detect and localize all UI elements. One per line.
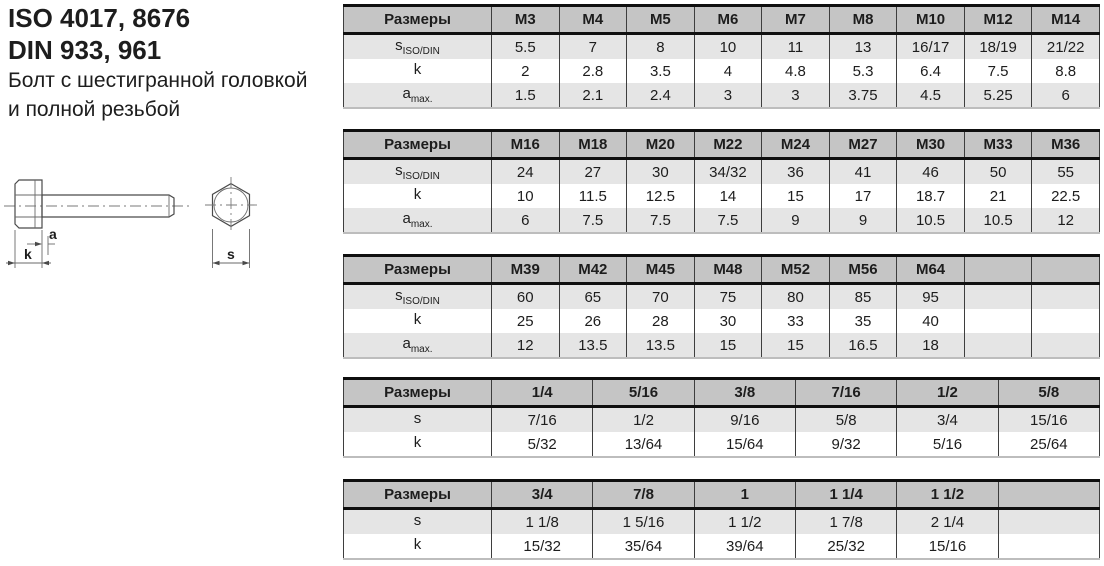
dimension-value-cell: 10.5 [964,208,1032,233]
dimension-value-cell: 60 [492,284,560,310]
dimension-value-cell: 10 [694,34,762,60]
dimension-value-cell: 30 [694,309,762,333]
dimension-value-cell: 11 [762,34,830,60]
table-row [344,83,1100,108]
subtitle-line-1: Болт с шестигранной головкой [8,69,308,92]
dimension-value-cell: 9 [829,208,897,233]
dimension-value-cell: 4 [694,59,762,83]
dimension-value-cell: 15/16 [998,407,1099,433]
row-label-symbol: k [413,186,422,203]
table-row [344,284,1100,310]
bolt-drawing-svg [2,166,272,278]
dimension-value-cell: 15/16 [897,534,998,559]
row-label-subscript: ISO/DIN [402,171,440,182]
size-column-header: M24 [762,131,830,159]
dimension-value-cell: 17 [829,184,897,208]
dimension-value-cell: 5.5 [492,34,560,60]
size-column-header: 7/8 [593,481,694,509]
row-label-subscript: ISO/DIN [402,46,440,57]
dimension-value-cell: 5.3 [829,59,897,83]
row-label [344,34,492,60]
dimension-value-cell: 8.8 [1032,59,1100,83]
size-column-header: M10 [897,6,965,34]
arrowhead-a [35,242,42,247]
dimension-value-cell [964,309,1032,333]
dimension-value-cell: 2 1/4 [897,509,998,535]
dimension-value-cell: 4.5 [897,83,965,108]
size-column-header: 1/4 [492,379,593,407]
dimension-value-cell: 35 [829,309,897,333]
dimension-value-cell: 1 1/8 [492,509,593,535]
bolt-head-outline [15,180,42,228]
table-row [344,333,1100,358]
size-column-header: 5/8 [998,379,1099,407]
row-label-symbol: s [395,37,403,54]
size-column-header: M45 [627,256,695,284]
dimension-value-cell: 12 [492,333,560,358]
dimension-table [343,4,1100,109]
dimension-value-cell: 25/32 [795,534,896,559]
dimension-table [343,377,1100,458]
size-column-header [964,256,1032,284]
table-corner-header: Размеры [344,481,492,509]
dimension-value-cell: 3 [694,83,762,108]
dimension-value-cell: 28 [627,309,695,333]
table-row [344,208,1100,233]
dimension-value-cell: 75 [694,284,762,310]
dimension-table [343,129,1100,234]
size-column-header: 1 [694,481,795,509]
dimension-value-cell: 85 [829,284,897,310]
dimension-value-cell: 7 [559,34,627,60]
dimension-value-cell: 7.5 [559,208,627,233]
bolt-technical-drawing [2,166,272,278]
size-column-header: M56 [829,256,897,284]
dimension-value-cell: 1 1/2 [694,509,795,535]
row-label-symbol: s [395,287,403,304]
dimension-value-cell: 46 [897,159,965,185]
dimension-value-cell: 2 [492,59,560,83]
row-label-symbol: a [402,335,411,352]
dimension-label-k: k [24,246,32,262]
size-column-header [998,481,1099,509]
dimension-value-cell: 65 [559,284,627,310]
row-label-symbol: k [413,434,422,451]
dimension-value-cell: 7.5 [694,208,762,233]
dimension-value-cell: 3/4 [897,407,998,433]
dimension-value-cell: 9/16 [694,407,795,433]
size-column-header: M8 [829,6,897,34]
dimension-value-cell: 18.7 [897,184,965,208]
row-label [344,284,492,310]
row-label [344,159,492,185]
table-row [344,59,1100,83]
dimension-value-cell: 7.5 [964,59,1032,83]
table-row [344,534,1100,559]
row-label-symbol: s [395,162,403,179]
size-column-header: M30 [897,131,965,159]
size-column-header: M14 [1032,6,1100,34]
table-row [344,309,1100,333]
title-block [8,2,338,124]
size-column-header: M5 [627,6,695,34]
dimension-value-cell: 12 [1032,208,1100,233]
dimension-value-cell: 80 [762,284,830,310]
size-column-header: 3/4 [492,481,593,509]
dimension-value-cell: 15 [762,184,830,208]
dimension-value-cell: 1 7/8 [795,509,896,535]
table-row [344,509,1100,535]
dimension-value-cell: 70 [627,284,695,310]
dimension-value-cell: 5/32 [492,432,593,457]
dimension-value-cell: 34/32 [694,159,762,185]
dimension-value-cell: 9 [762,208,830,233]
row-label [344,333,492,358]
row-label [344,432,492,457]
size-column-header: 7/16 [795,379,896,407]
dimension-value-cell: 4.8 [762,59,830,83]
dimension-value-cell [998,534,1099,559]
row-label-symbol: k [413,311,422,328]
dimension-value-cell: 6 [492,208,560,233]
dimension-value-cell: 13.5 [627,333,695,358]
dimension-value-cell: 18/19 [964,34,1032,60]
size-column-header: 1 1/4 [795,481,896,509]
row-label [344,309,492,333]
row-label-subscript: ISO/DIN [402,296,440,307]
table-corner-header: Размеры [344,379,492,407]
table-corner-header: Размеры [344,256,492,284]
size-column-header: M4 [559,6,627,34]
size-column-header: 1/2 [897,379,998,407]
dimension-value-cell: 21/22 [1032,34,1100,60]
dimension-value-cell: 5.25 [964,83,1032,108]
dimension-label-s: s [227,246,235,262]
page-title-din: DIN 933, 961 [8,35,162,65]
size-column-header: M27 [829,131,897,159]
row-label [344,509,492,535]
dimension-value-cell: 14 [694,184,762,208]
dimension-value-cell [964,333,1032,358]
row-label [344,407,492,433]
dimension-value-cell [1032,284,1100,310]
size-column-header: M39 [492,256,560,284]
dimension-value-cell: 13.5 [559,333,627,358]
dimension-value-cell: 7/16 [492,407,593,433]
dimension-value-cell: 95 [897,284,965,310]
dimension-value-cell: 8 [627,34,695,60]
row-label-subscript: max. [410,219,433,230]
row-label-symbol: k [413,536,422,553]
dimension-value-cell: 11.5 [559,184,627,208]
table-corner-header: Размеры [344,6,492,34]
dimension-value-cell: 35/64 [593,534,694,559]
dimension-value-cell: 55 [1032,159,1100,185]
row-label [344,59,492,83]
dimension-value-cell [964,284,1032,310]
size-column-header: M48 [694,256,762,284]
size-column-header: M52 [762,256,830,284]
dimension-value-cell: 40 [897,309,965,333]
dimension-value-cell: 2.8 [559,59,627,83]
size-column-header: 3/8 [694,379,795,407]
row-label-subscript: max. [410,94,433,105]
arrowhead-k-right [42,261,49,266]
dimension-value-cell: 30 [627,159,695,185]
row-label-symbol: k [413,61,422,78]
dimension-value-cell: 18 [897,333,965,358]
dimension-value-cell: 15 [762,333,830,358]
size-column-header: M3 [492,6,560,34]
dimension-value-cell: 3.5 [627,59,695,83]
dimension-value-cell: 15/32 [492,534,593,559]
size-column-header: 5/16 [593,379,694,407]
row-label-symbol: s [413,512,422,529]
dimension-value-cell: 15 [694,333,762,358]
dimension-value-cell: 15/64 [694,432,795,457]
dimension-value-cell: 13/64 [593,432,694,457]
table-row [344,34,1100,60]
dimension-table [343,254,1100,359]
size-column-header: M64 [897,256,965,284]
row-label-symbol: s [413,410,422,427]
dimension-value-cell: 9/32 [795,432,896,457]
dimension-value-cell: 10.5 [897,208,965,233]
dimension-value-cell: 7.5 [627,208,695,233]
dimension-value-cell: 25 [492,309,560,333]
arrowhead-s-left [213,261,220,266]
dimension-value-cell: 12.5 [627,184,695,208]
dimension-label-a: a [49,226,57,242]
size-column-header: M36 [1032,131,1100,159]
dimension-value-cell: 39/64 [694,534,795,559]
dimension-value-cell: 50 [964,159,1032,185]
page-title-iso: ISO 4017, 8676 [8,3,191,33]
dimension-value-cell: 1/2 [593,407,694,433]
size-column-header: M6 [694,6,762,34]
table-corner-header: Размеры [344,131,492,159]
subtitle-line-2: и полной резьбой [8,98,181,121]
dimension-value-cell: 2.4 [627,83,695,108]
dimension-value-cell: 26 [559,309,627,333]
dimension-value-cell: 16/17 [897,34,965,60]
dimension-value-cell: 3 [762,83,830,108]
row-label [344,83,492,108]
dimension-value-cell: 27 [559,159,627,185]
dimension-value-cell: 5/16 [897,432,998,457]
dimension-value-cell [1032,309,1100,333]
dimension-tables-panel [343,0,1100,566]
dimension-value-cell: 36 [762,159,830,185]
size-column-header: 1 1/2 [897,481,998,509]
dimension-value-cell: 3.75 [829,83,897,108]
table-row [344,159,1100,185]
row-label [344,184,492,208]
dimension-value-cell: 21 [964,184,1032,208]
row-label [344,534,492,559]
dimension-value-cell [1032,333,1100,358]
size-column-header: M18 [559,131,627,159]
size-column-header: M12 [964,6,1032,34]
row-label-symbol: a [402,210,411,227]
dimension-value-cell: 1.5 [492,83,560,108]
size-column-header [1032,256,1100,284]
row-label-symbol: a [402,85,411,102]
dimension-value-cell: 5/8 [795,407,896,433]
dimension-value-cell: 13 [829,34,897,60]
dimension-table [343,479,1100,560]
dimension-value-cell: 1 5/16 [593,509,694,535]
dimension-value-cell: 6 [1032,83,1100,108]
size-column-header: M7 [762,6,830,34]
size-column-header: M33 [964,131,1032,159]
size-column-header: M16 [492,131,560,159]
dimension-value-cell: 25/64 [998,432,1099,457]
dimension-value-cell: 24 [492,159,560,185]
arrowhead-k-left [8,261,15,266]
dimension-value-cell [998,509,1099,535]
row-label [344,208,492,233]
dimension-value-cell: 41 [829,159,897,185]
dimension-value-cell: 33 [762,309,830,333]
size-column-header: M42 [559,256,627,284]
size-column-header: M20 [627,131,695,159]
row-label-subscript: max. [410,344,433,355]
table-row [344,184,1100,208]
dimension-value-cell: 6.4 [897,59,965,83]
table-row [344,432,1100,457]
dimension-value-cell: 2.1 [559,83,627,108]
dimension-value-cell: 22.5 [1032,184,1100,208]
size-column-header: M22 [694,131,762,159]
dimension-value-cell: 16.5 [829,333,897,358]
arrowhead-s-right [243,261,250,266]
dimension-value-cell: 10 [492,184,560,208]
table-row [344,407,1100,433]
